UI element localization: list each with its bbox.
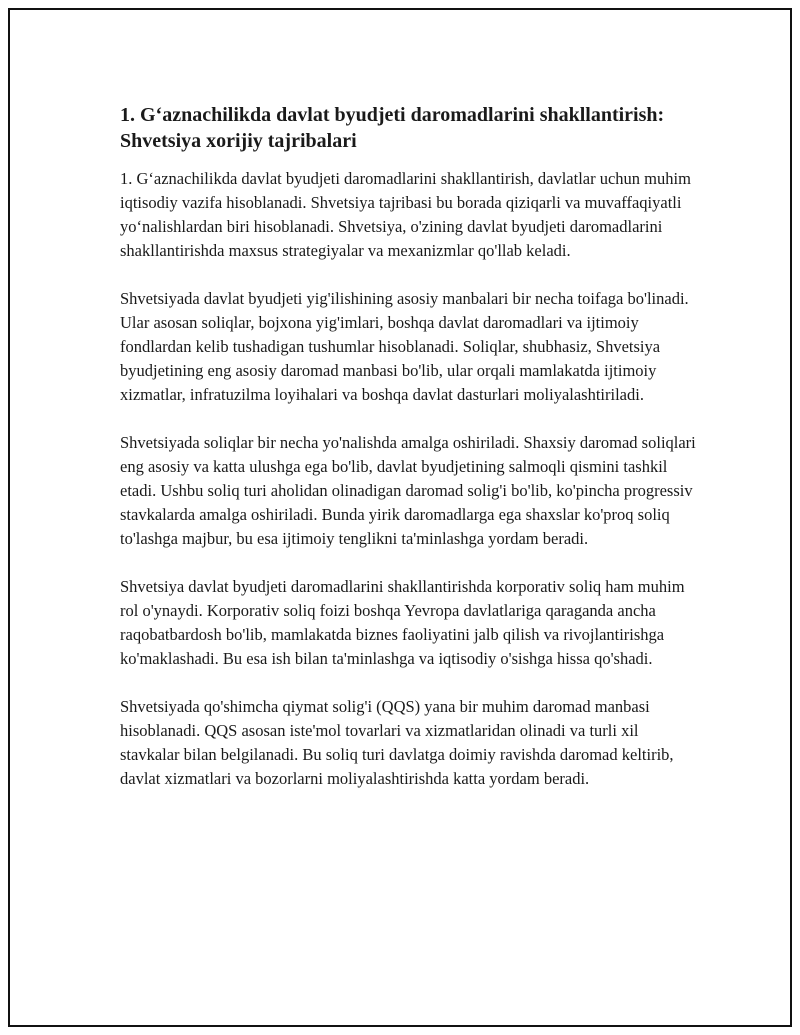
document-title: 1. G‘aznachilikda davlat byudjeti daromadlarini shakllantirish: Shvetsiya xorijiy tajribalari — [120, 104, 665, 152]
page-frame — [8, 8, 792, 1027]
document-body — [120, 102, 700, 815]
paragraph-2: Shvetsiyada davlat byudjeti yig'ilishining asosiy manbalari bir necha toifaga bo'linadi. Ular asosan soliqlar, bojxona yig'imlari, boshqa davlat daromadlari va ijtimoiy fondlardan kelib tushadigan tushumlar hisoblanadi. Soliqlar, shubhasiz, Shvetsiya byudjetining eng asosiy daromad manbasi bo'lib, ular orqali mamlakatda ijtimoiy xizmatlar, infratuzilma loyihalari va boshqa davlat dasturlari moliyalashtiriladi. — [120, 289, 689, 404]
paragraph-5: Shvetsiyada qo'shimcha qiymat solig'i (QQS) yana bir muhim daromad manbasi hisoblanadi. QQS asosan iste'mol tovarlari va xizmatlaridan olinadi va turli xil stavkalar bilan belgilanadi. Bu soliq turi davlatga doimiy ravishda daromad keltirib, davlat xizmatlari va bozorlarni moliyalashtirishda katta yordam beradi. — [120, 697, 674, 788]
paragraph-3: Shvetsiyada soliqlar bir necha yo'nalishda amalga oshiriladi. Shaxsiy daromad soliqlari eng asosiy va katta ulushga ega bo'lib, davlat byudjetining salmoqli qismini tashkil etadi. Ushbu soliq turi aholidan olinadigan daromad solig'i bo'lib, ko'pincha progressiv stavkalarda amalga oshiriladi. Bunda yirik daromadlarga ega shaxslar ko'proq soliq to'lashga majbur, bu esa ijtimoiy tenglikni ta'minlashga yordam beradi. — [120, 433, 696, 548]
paragraph-4: Shvetsiya davlat byudjeti daromadlarini shakllantirishda korporativ soliq ham muhim rol o'ynaydi. Korporativ soliq foizi boshqa Yevropa davlatlariga qaraganda ancha raqobatbardosh bo'lib, mamlakatda biznes faoliyatini jalb qilish va rivojlantirishga ko'maklashadi. Bu esa ish bilan ta'minlashga va iqtisodiy o'sishga hissa qo'shadi. — [120, 577, 685, 668]
paragraph-1: 1. G‘aznachilikda davlat byudjeti daromadlarini shakllantirish, davlatlar uchun muhim iqtisodiy vazifa hisoblanadi. Shvetsiya tajribasi bu borada qiziqarli va muvaffaqiyatli yo‘nalishlardan biri hisoblanadi. Shvetsiya, o'zining davlat byudjeti daromadlarini shakllantirishda maxsus strategiyalar va mexanizmlar qo'llab keladi. — [120, 169, 691, 260]
